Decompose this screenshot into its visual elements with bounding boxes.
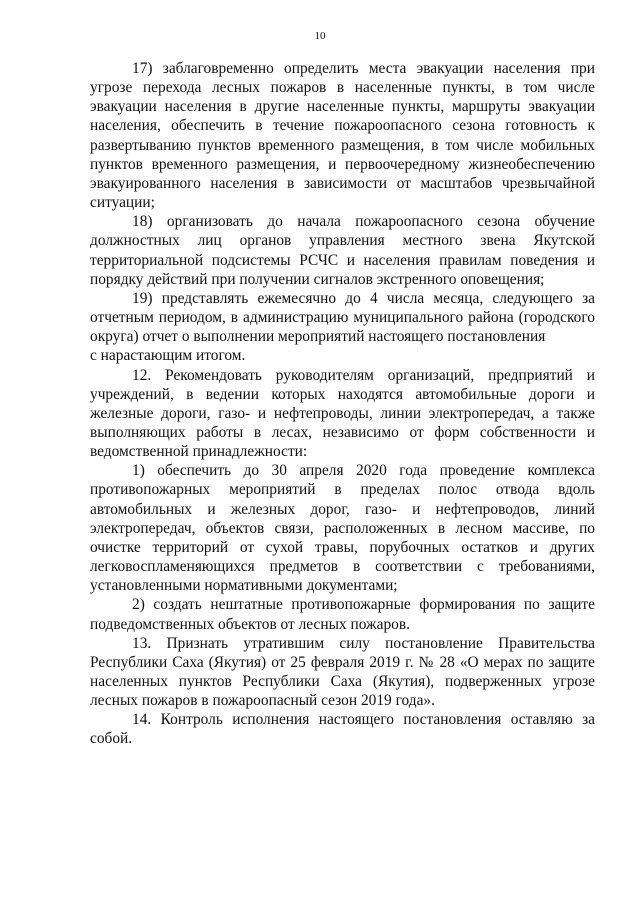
paragraph-section-13: 13. Признать утратившим силу постановление Правительства Республики Саха (Якутия) от 25 февраля 2019 г. № 28 «О мерах по защите населенных пунктов Республики Саха (Якутия), подверженных угрозе лесных пожаров в пожароопасный сезон 2019 года». (90, 634, 595, 710)
paragraph-section-14: 14. Контроль исполнения настоящего постановления оставляю за собой. (90, 711, 595, 748)
paragraph-section-12: 12. Рекомендовать руководителям организаций, предприятий и учреждений, в ведении которых находятся автомобильные дороги и железные дороги, газо- и нефтепроводы, линии электропередач, а также выполняющих работы в лесах, независимо от форм собственности и ведомственной принадлежности: (90, 366, 595, 461)
page-number: 10 (314, 30, 326, 42)
paragraph-subitem-1: 1) обеспечить до 30 апреля 2020 года проведение комплекса противопожарных мероприятий в пределах полос отвода вдоль автомобильных и железных дорог, газо- и нефтепроводов, линий электропередач, объектов связи, расположенных в лесном массиве, по очистке территорий от сухой травы, порубочных остатков и других легковоспламеняющихся предметов в соответствии с требованиями, установленными нормативными документами; (90, 462, 595, 595)
paragraph-item-18: 18) организовать до начала пожароопасного сезона обучение должностных лиц органов управления местного звена Якутской территориальной подсистемы РСЧС и населения правилам поведения и порядку действий при получении сигналов экстренного оповещения; (90, 213, 595, 288)
paragraph-subitem-2: 2) создать нештатные противопожарные формирования по защите подведомственных объектов от лесных пожаров. (90, 596, 595, 633)
paragraph-item-19: 19) представлять ежемесячно до 4 числа месяца, следующего за отчетным периодом, в администрацию муниципального района (городского округа) отчет о выполнении мероприятий настоящего постановления (90, 289, 595, 346)
paragraph-item-17: 17) заблаговременно определить места эвакуации населения при угрозе перехода лесных пожаров в населенные пункты, в том числе эвакуации населения в другие населенные пункты, маршруты эвакуации населения, обеспечить в течение пожароопасного сезона готовность к развертыванию пунктов временного размещения, в том числе мобильных пунктов временного размещения, и первоочередному жизнеобеспечению эвакуированного населения в зависимости от масштабов чрезвычайной ситуации; (90, 60, 595, 212)
document-body (90, 59, 595, 749)
paragraph-item-19-continuation: с нарастающим итогом. (90, 347, 246, 365)
